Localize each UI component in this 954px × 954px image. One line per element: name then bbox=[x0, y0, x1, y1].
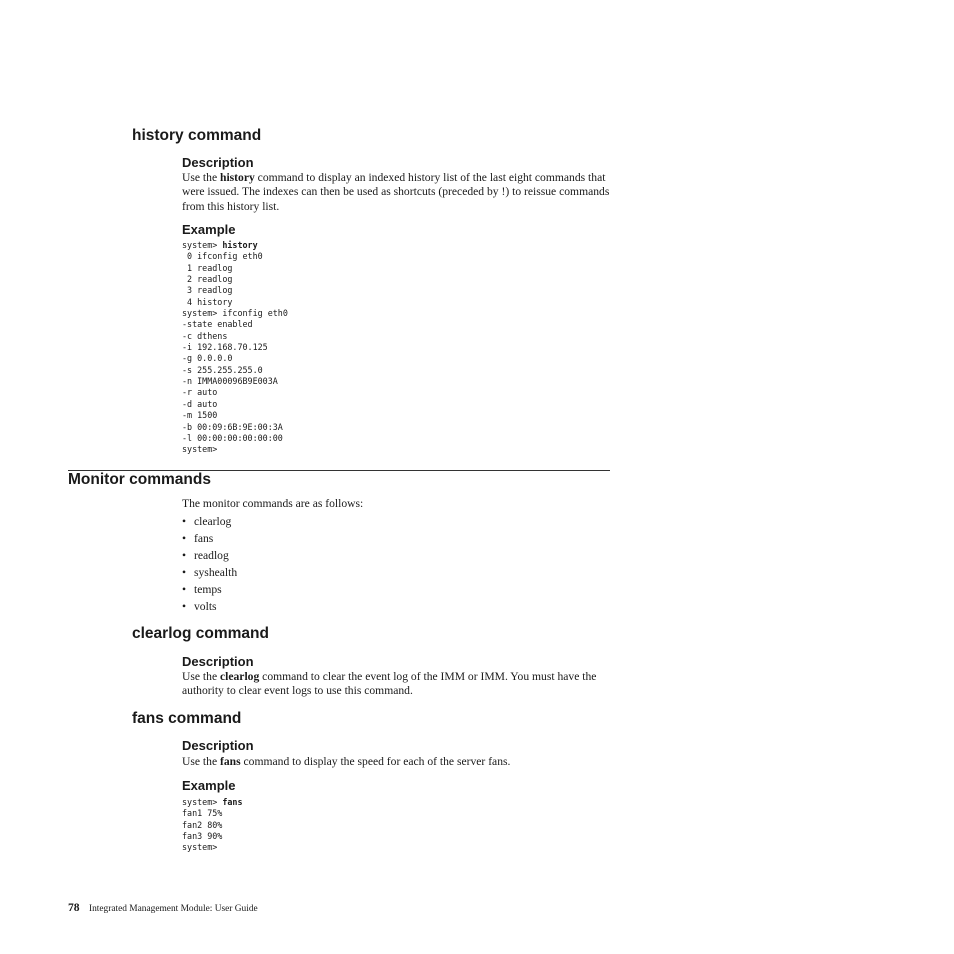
monitor-command-label: fans bbox=[194, 532, 214, 545]
history-command-heading: history command bbox=[132, 127, 262, 144]
monitor-command-item bbox=[182, 530, 237, 547]
history-example-heading: Example bbox=[182, 222, 236, 237]
monitor-command-item bbox=[182, 547, 237, 564]
history-description-text: Use the history command to display an indexed history list of the last eight commands that were issued. The indexes can then be used as shortcuts (preceded by !) to reissue commands from this history list. bbox=[182, 171, 610, 213]
footer-title: Integrated Management Module: User Guide bbox=[88, 904, 258, 914]
page-footer bbox=[68, 901, 258, 914]
fans-example-output: fan1 75% fan2 80% fan3 90% system> bbox=[182, 808, 223, 853]
bullet-icon: • bbox=[182, 600, 187, 613]
monitor-command-label: temps bbox=[194, 583, 222, 596]
fans-description-text: Use the fans command to display the speed for each of the server fans. bbox=[182, 755, 511, 768]
fans-keyword: fans bbox=[220, 755, 241, 768]
monitor-command-item bbox=[182, 581, 237, 598]
clearlog-description-text: Use the clearlog command to clear the event log of the IMM or IMM. You must have the authority to clear event logs to use this command. bbox=[182, 670, 597, 698]
clearlog-command-heading: clearlog command bbox=[132, 625, 269, 642]
bullet-icon: • bbox=[182, 583, 187, 596]
monitor-command-item bbox=[182, 564, 237, 581]
fans-example-heading: Example bbox=[182, 778, 236, 793]
history-example-output: 0 ifconfig eth0 1 readlog 2 readlog 3 readlog 4 history system> ifconfig eth0 -state enabled -c dthens -i 192.168.70.125 -g 0.0.0.0 -s 255.255.255.0 -n IMMA00096B9E003A -r auto -d auto -m 1500 -b 00:09:6B:9E:00:3A -l 00:00:00:00:00:00 system> bbox=[182, 251, 288, 455]
monitor-intro-text: The monitor commands are as follows: bbox=[182, 497, 364, 510]
page-number: 78 bbox=[68, 901, 80, 914]
history-description-heading: Description bbox=[182, 155, 254, 170]
monitor-command-label: readlog bbox=[194, 549, 229, 562]
monitor-command-list bbox=[182, 513, 237, 615]
bullet-icon: • bbox=[182, 549, 187, 562]
bullet-icon: • bbox=[182, 532, 187, 545]
fans-example-command: fans bbox=[222, 797, 243, 807]
monitor-commands-heading: Monitor commands bbox=[68, 471, 211, 488]
monitor-command-item bbox=[182, 598, 237, 615]
bullet-icon: • bbox=[182, 515, 187, 528]
fans-command-heading: fans command bbox=[132, 710, 242, 727]
history-example-command: history bbox=[222, 240, 258, 250]
fans-example-code: system> fans fan1 75% fan2 80% fan3 90% system> bbox=[182, 797, 243, 853]
monitor-command-label: clearlog bbox=[194, 515, 232, 528]
monitor-command-label: syshealth bbox=[194, 566, 238, 579]
monitor-command-item bbox=[182, 513, 237, 530]
fans-description-heading: Description bbox=[182, 738, 254, 753]
monitor-command-label: volts bbox=[194, 600, 217, 613]
clearlog-description-heading: Description bbox=[182, 654, 254, 669]
history-example-code: system> history 0 ifconfig eth0 1 readlog 2 readlog 3 readlog 4 history system> ifconfig eth0 -state enabled -c dthens -i 192.168.70.125 -g 0.0.0.0 -s 255.255.255.0 -n IMMA00096B9E003A -r auto -d auto -m 1500 -b 00:09:6B:9E:00:3A -l 00:00:00:00:00:00 system> bbox=[182, 240, 288, 455]
clearlog-keyword: clearlog bbox=[220, 670, 260, 683]
history-keyword: history bbox=[220, 171, 255, 184]
bullet-icon: • bbox=[182, 566, 187, 579]
